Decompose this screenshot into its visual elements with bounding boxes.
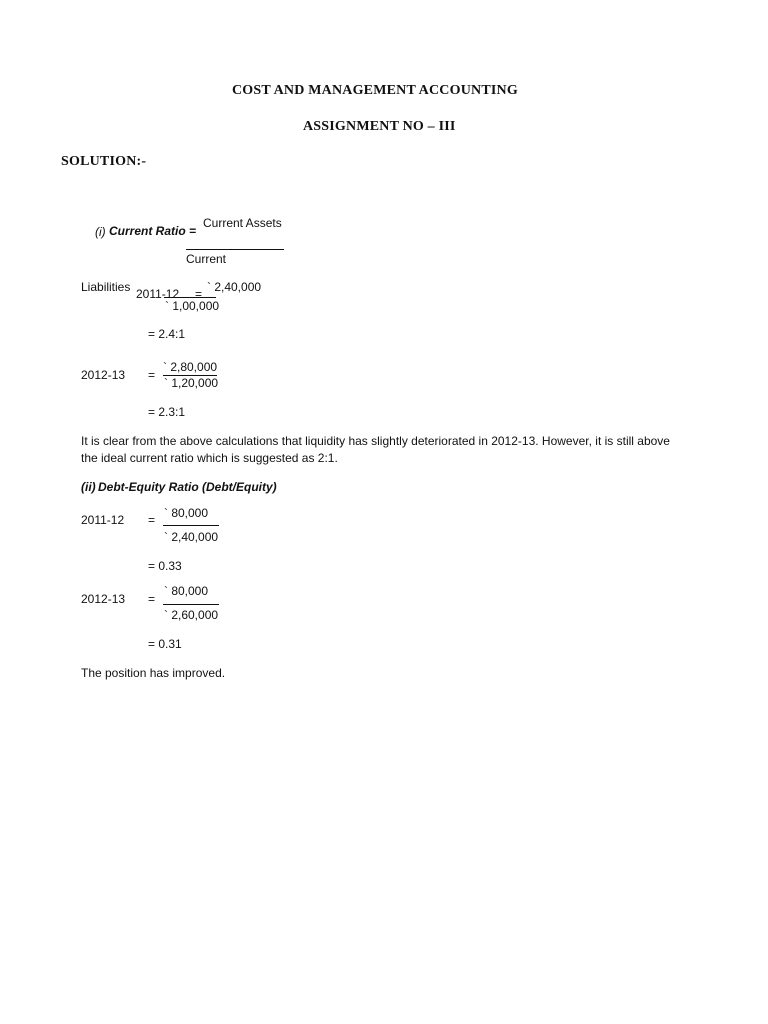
- cr-2012-numerator: ` 2,80,000: [163, 360, 218, 374]
- de-2011-fraction-bar: [163, 525, 219, 526]
- course-title: COST AND MANAGEMENT ACCOUNTING: [232, 83, 518, 98]
- part-ii-number: (ii): [81, 480, 96, 494]
- formula-denominator-continued: Liabilities: [81, 280, 131, 294]
- solution-label: SOLUTION:-: [61, 154, 147, 169]
- debt-equity-heading: Debt-Equity Ratio (Debt/Equity): [98, 480, 277, 494]
- de-2012-result: = 0.31: [148, 637, 182, 651]
- cr-2011-equals: =: [195, 287, 203, 301]
- cr-2012-equals: =: [148, 368, 156, 382]
- de-2012-denominator: ` 2,60,000: [164, 608, 219, 622]
- de-2012-numerator: ` 80,000: [164, 584, 209, 598]
- de-2012-fraction-bar: [163, 604, 219, 605]
- cr-2011-fraction-bar: [164, 297, 216, 298]
- de-2012-year: 2012-13: [81, 592, 126, 606]
- cr-2011-numerator: ` 2,40,000: [207, 280, 262, 294]
- formula-numerator: Current Assets: [203, 216, 282, 230]
- de-2012-equals: =: [148, 592, 156, 606]
- de-2011-equals: =: [148, 513, 156, 527]
- debt-equity-comment: The position has improved.: [81, 666, 226, 680]
- formula-fraction-bar: [186, 249, 284, 250]
- de-2011-numerator: ` 80,000: [164, 506, 209, 520]
- cr-2011-result: = 2.4:1: [148, 327, 186, 341]
- de-2011-year: 2011-12: [81, 513, 125, 527]
- assignment-number: ASSIGNMENT NO – III: [303, 119, 456, 134]
- formula-denominator: Current: [186, 252, 227, 266]
- de-2011-result: = 0.33: [148, 559, 182, 573]
- cr-2012-year: 2012-13: [81, 368, 126, 382]
- current-ratio-heading: Current Ratio =: [109, 224, 197, 238]
- cr-2012-denominator: ` 1,20,000: [164, 376, 219, 390]
- de-2011-denominator: ` 2,40,000: [164, 530, 219, 544]
- current-ratio-comment: It is clear from the above calculations that liquidity has slightly deteriorated in 2012-13. However, it is still above the ideal current ratio which is suggested as 2:1.: [81, 434, 670, 465]
- cr-2012-result: = 2.3:1: [148, 405, 186, 419]
- cr-2011-denominator: ` 1,00,000: [165, 299, 220, 313]
- part-i-number: (i): [95, 225, 106, 239]
- cr-2011-year: 2011-12: [136, 287, 180, 301]
